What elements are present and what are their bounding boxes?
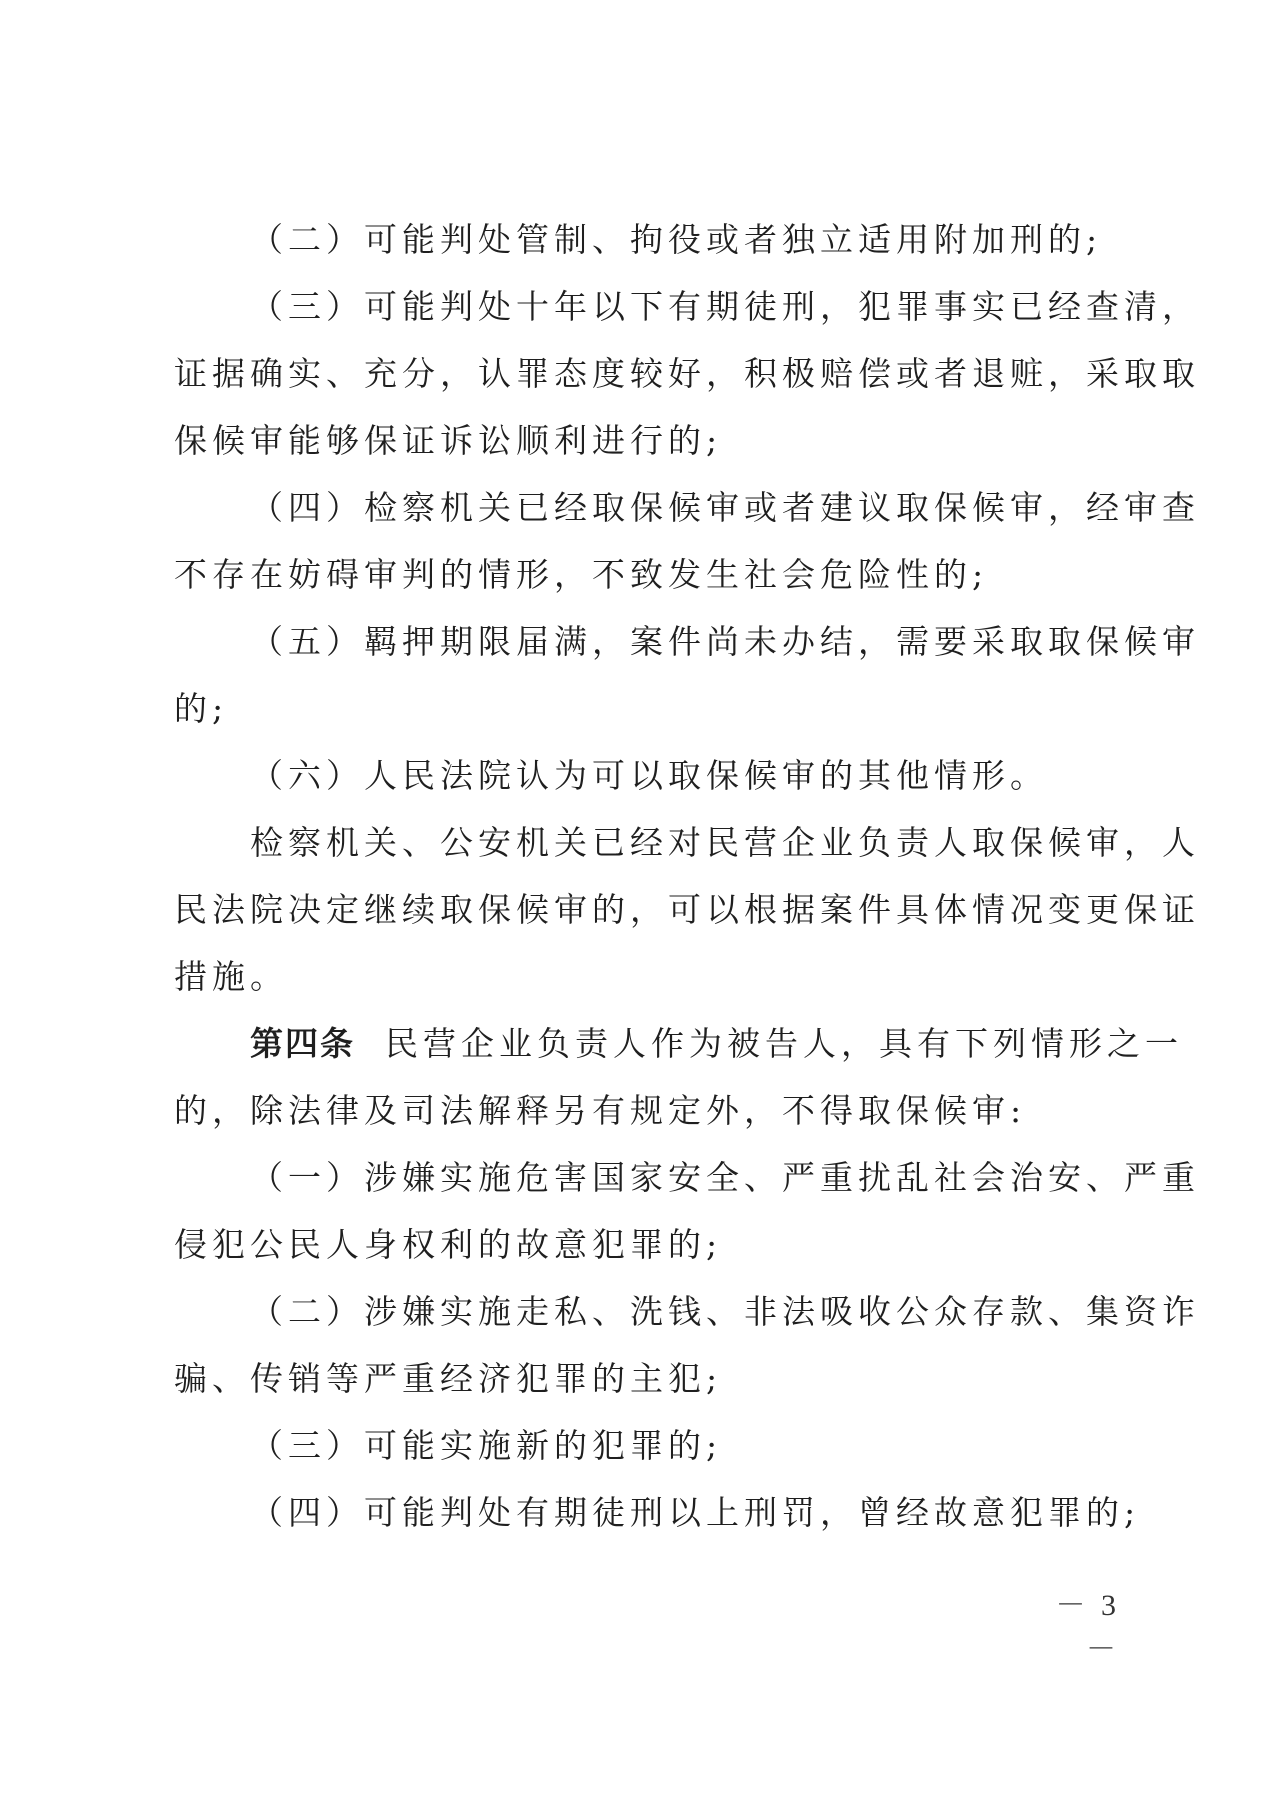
paragraph-line: （四）可能判处有期徒刑以上刑罚，曾经故意犯罪的; xyxy=(250,1493,1141,1532)
paragraph-line: 检察机关、公安机关已经对民营企业负责人取保候审，人 xyxy=(250,823,1200,862)
paragraph-line: 保候审能够保证诉讼顺利进行的; xyxy=(174,421,723,460)
paragraph-line: （四）检察机关已经取保候审或者建议取保候审，经审查 xyxy=(250,488,1200,527)
paragraph-line: 民法院决定继续取保候审的，可以根据案件具体情况变更保证 xyxy=(174,890,1200,929)
paragraph-line: （五）羁押期限届满，案件尚未办结，需要采取取保候审 xyxy=(250,622,1200,661)
paragraph-line: （三）可能判处十年以下有期徒刑，犯罪事实已经查清， xyxy=(250,287,1200,326)
paragraph-line: 证据确实、充分，认罪态度较好，积极赔偿或者退赃，采取取 xyxy=(174,354,1200,393)
article-text: 民营企业负责人作为被告人，具有下列情形之一 xyxy=(385,1024,1183,1063)
article-heading: 第四条 xyxy=(250,1024,355,1063)
paragraph-line: 骗、传销等严重经济犯罪的主犯; xyxy=(174,1359,723,1398)
paragraph-line: 的; xyxy=(174,689,229,728)
paragraph-line: 侵犯公民人身权利的故意犯罪的; xyxy=(174,1225,723,1264)
body-text xyxy=(174,206,1200,1546)
paragraph-line: 的，除法律及司法解释另有规定外，不得取保候审: xyxy=(174,1091,1027,1130)
paragraph-line: （六）人民法院认为可以取保候审的其他情形。 xyxy=(250,756,1048,795)
article-4-first-line xyxy=(174,1010,1183,1077)
paragraph-line: 措施。 xyxy=(174,957,288,996)
paragraph-line: 不存在妨碍审判的情形，不致发生社会危险性的; xyxy=(174,555,989,594)
paragraph-line: （二）涉嫌实施走私、洗钱、非法吸收公众存款、集资诈 xyxy=(250,1292,1200,1331)
page-number: － 3 － xyxy=(1055,1589,1120,1666)
paragraph-line: （二）可能判处管制、拘役或者独立适用附加刑的; xyxy=(250,220,1103,259)
paragraph-line: （一）涉嫌实施危害国家安全、严重扰乱社会治安、严重 xyxy=(250,1158,1200,1197)
paragraph-line: （三）可能实施新的犯罪的; xyxy=(250,1426,723,1465)
